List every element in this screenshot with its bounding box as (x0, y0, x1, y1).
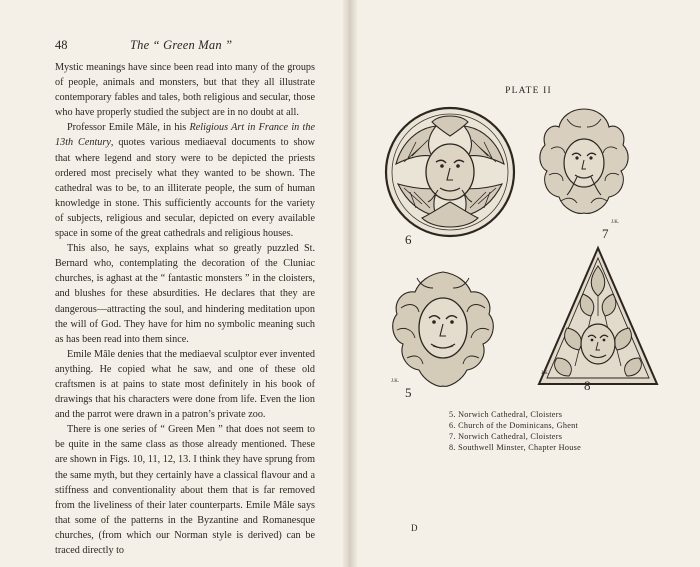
figure-number-6: 6 (405, 232, 412, 247)
figure-8-gable-head (535, 244, 661, 392)
plate-captions (449, 409, 689, 453)
figure-7-green-man-boss (537, 105, 631, 227)
svg-text:J.K.: J.K. (541, 371, 550, 376)
text-run: , quotes various mediaeval documents to show that where legend and story were to be depicted the priests ordered most precisely what they wanted to be shown. The cathedral was to be, to an illiterate people, the sum of human knowledge in stone. This sufficiently accounts for the variety of subjects, religious and secular, depicted on every available space in some of the great cathedrals and religious houses. (55, 137, 315, 240)
running-header (55, 38, 315, 54)
figure-5-leaf-head (387, 268, 499, 394)
figure-6-foliate-roundel (382, 106, 518, 238)
caption-8: 8. Southwell Minster, Chapter House (449, 443, 582, 452)
caption-7: 7. Norwich Cathedral, Cloisters (449, 432, 563, 441)
plate-title: PLATE II (505, 86, 552, 96)
text-run: Mystic meanings have since been read into many of the groups of people, animals and monsters, but that they all illustrate contemporary fables and tales, both religious and secular, those who have properly studied the subject are in no doubt at all. (55, 62, 315, 119)
book-gutter (343, 0, 357, 567)
signature-mark: D (411, 523, 418, 533)
text-run: There is one series of “ Green Men ” that does not seem to be quite in the same class as those already mentioned. These are shown in Figs. 10, 11, 12, 13. I think they have sprung from the same myth, but they certainly have a classical flavour and a stiffness and conventionality about them that is far removed from the liveliness of their later counterparts. Emile Mâle says that some of the patterns in the Byzantine and Romanesque churches, (from which our Norman style is derived) can be traced directly to (55, 424, 315, 556)
left-page (0, 0, 343, 567)
body-paragraph (55, 241, 315, 347)
svg-text:J.K.: J.K. (611, 220, 620, 225)
body-paragraph (55, 120, 315, 241)
text-run: Professor Emile Mâle, in his (67, 122, 190, 134)
figure-number-5: 5 (405, 385, 412, 400)
caption-5: 5. Norwich Cathedral, Cloisters (449, 410, 563, 419)
body-paragraph (55, 347, 315, 422)
caption-6: 6. Church of the Dominicans, Ghent (449, 421, 579, 430)
text-run: Emile Mâle denies that the mediaeval sculptor ever invented anything. He copied what he saw, and one of these old craftsmen is at pains to state most definitely in his book of drawings that his characters were done from life. Even the lion and the parrot were drawn in a patron’s private zoo. (55, 348, 315, 421)
text-run: This also, he says, explains what so greatly puzzled St. Bernard who, contemplating the decoration of the Cluniac churches, is aghast at the “ fantastic monsters ” in the cloisters, and blushes for these absurdities. He declares that they are dangerous—attracting the soul, and hindering meditation upon the will of God. They have for him no symbolic meaning such as has been read into them since. (55, 243, 315, 345)
italic-book-title: Religious Art in France in the 13th Century (55, 122, 316, 149)
page-number: 48 (55, 38, 68, 52)
running-title: The “ Green Man ” (130, 38, 233, 52)
svg-text:J.K.: J.K. (391, 379, 400, 384)
figure-number-7: 7 (602, 226, 609, 241)
figure-number-8: 8 (584, 378, 591, 393)
body-paragraph (55, 422, 315, 558)
right-page (357, 0, 700, 567)
body-text (55, 60, 315, 558)
body-paragraph (55, 60, 315, 120)
